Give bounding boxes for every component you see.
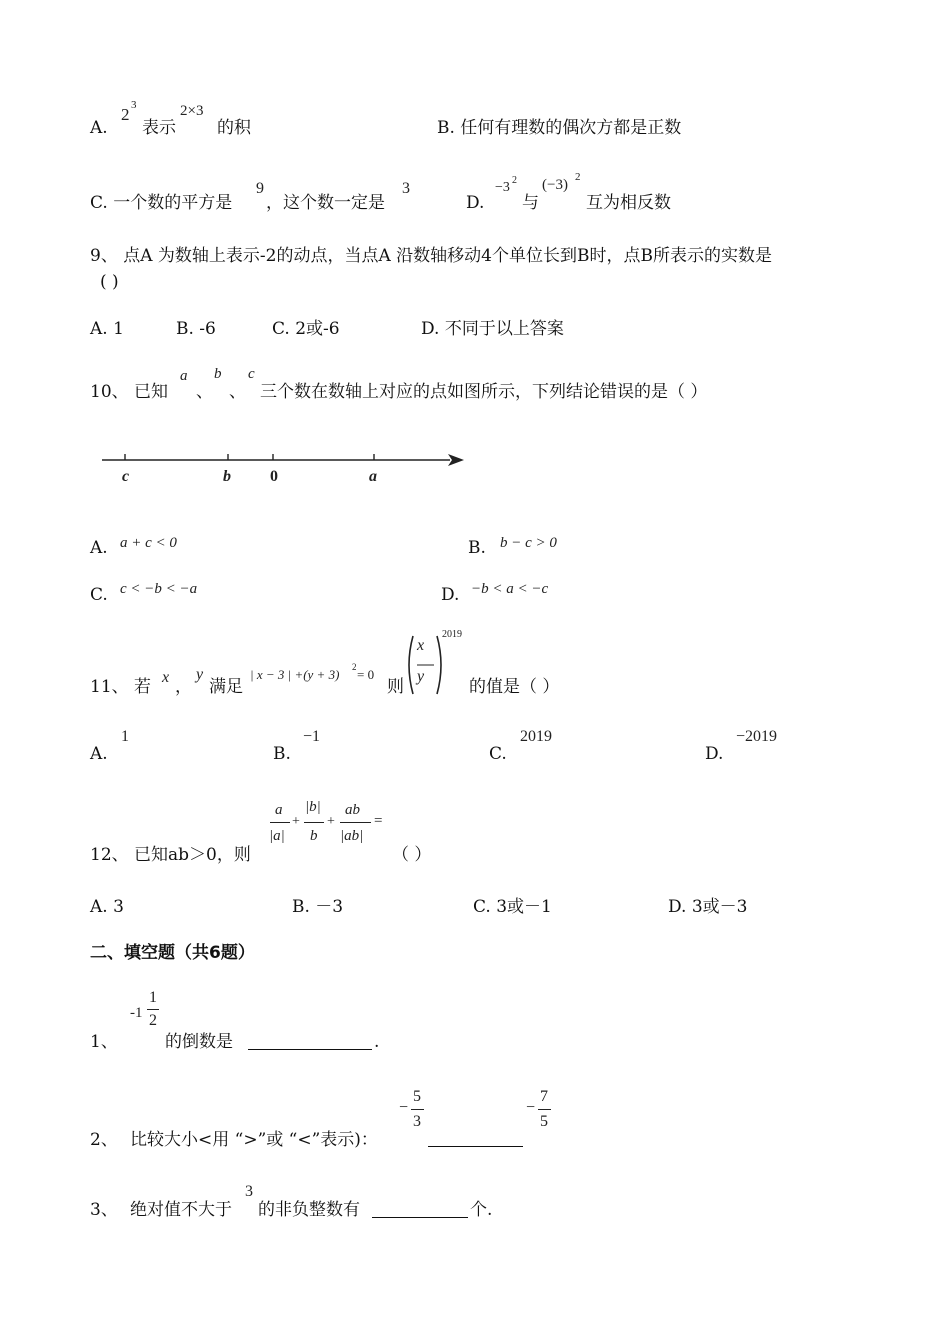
q8-option-c-text2: ，这个数一定是 xyxy=(266,193,385,213)
q12-frac1-den: |a| xyxy=(269,828,285,844)
q11-exponent: 2019 xyxy=(442,629,462,640)
q12-option-d: D. 3或－3 xyxy=(668,897,748,917)
q12-answer-paren: （ ） xyxy=(392,845,432,865)
q10-var-c: c xyxy=(248,366,255,382)
q11-frac-numerator: x xyxy=(417,637,425,654)
q8-option-a-text1: 表示 xyxy=(142,118,176,138)
q9-stem: 9、 点A 为数轴上表示-2的动点，当点A 沿数轴移动4个单位长到B时，点B所表示的实数是 xyxy=(90,246,772,266)
q12-frac3-den: |ab| xyxy=(340,828,364,844)
q10-stem-rest: 三个数在数轴上对应的点如图所示，下列结论错误的是（ ） xyxy=(260,382,708,402)
q12-frac2-den: b xyxy=(310,828,318,844)
axis-label-zero: 0 xyxy=(270,468,278,485)
q12-plus2: + xyxy=(327,814,335,829)
q8-option-a-power-base: 2 xyxy=(121,105,130,124)
q11-option-d-value: −2019 xyxy=(736,728,778,745)
fill1-tail: . xyxy=(374,1032,380,1052)
fill2-frac2-den: 5 xyxy=(540,1113,548,1130)
q12-frac3-num: ab xyxy=(345,802,360,818)
q8-option-c-num2: 3 xyxy=(402,180,410,197)
q10-sep2: 、 xyxy=(229,382,246,402)
q10-sep1: 、 xyxy=(196,382,213,402)
q8-option-d-expr2: (−3) xyxy=(542,177,568,193)
fill2-frac1-bar xyxy=(411,1109,424,1110)
q10-stem-number: 10、 已知 xyxy=(90,382,169,402)
q11-option-d-label: D. xyxy=(705,744,724,764)
fill2-frac1-den: 3 xyxy=(413,1113,421,1130)
q12-equals: = xyxy=(374,813,383,829)
q9-answer-paren: ( ) xyxy=(100,272,119,292)
q12-frac1-bar xyxy=(270,822,290,823)
fill3-number: 3、 xyxy=(90,1200,118,1220)
fill2-frac2-num: 7 xyxy=(540,1088,548,1105)
fill1-frac-num: 1 xyxy=(149,989,157,1006)
q12-frac2-bar xyxy=(304,822,324,823)
q10-option-c-label: C. xyxy=(90,585,108,605)
fill2-neg1: − xyxy=(399,1099,409,1116)
q8-option-c-text1: C. 一个数的平方是 xyxy=(90,193,233,213)
fill2-text: 比较大小<用 “>”或 “<”表示)： xyxy=(130,1130,378,1150)
q12-frac2-num: |b| xyxy=(305,799,321,815)
fill3-text1: 绝对值不大于 xyxy=(130,1200,232,1220)
number-line-arrow-icon xyxy=(448,454,464,466)
q9-option-d: D. 不同于以上答案 xyxy=(421,319,564,339)
q9-option-a: A. 1 xyxy=(90,319,124,339)
fill1-whole: -1 xyxy=(130,1005,143,1021)
q10-var-b: b xyxy=(214,366,222,382)
q11-frac-denominator: y xyxy=(417,668,425,685)
q11-option-c-value: 2019 xyxy=(520,728,552,745)
q12-frac1-num: a xyxy=(275,802,283,818)
q12-option-c: C. 3或－1 xyxy=(473,897,552,917)
fill1-frac-den: 2 xyxy=(149,1012,157,1029)
q8-option-a-power-exp: 3 xyxy=(131,99,137,111)
q11-text1: 满足 xyxy=(209,677,243,697)
q12-option-a: A. 3 xyxy=(90,897,124,917)
fill3-answer-blank[interactable] xyxy=(372,1217,468,1218)
fill2-neg2: − xyxy=(526,1099,536,1116)
axis-label-a: a xyxy=(369,468,377,485)
q11-var-y: y xyxy=(196,666,204,683)
q8-option-a-text2: 的积 xyxy=(217,118,251,138)
axis-label-c: c xyxy=(122,468,130,485)
fill1-text: 的倒数是 xyxy=(165,1032,233,1052)
q10-option-a: a + c < 0 xyxy=(120,535,177,551)
q12-frac3-bar xyxy=(340,822,371,823)
q8-option-a-expr: 2×3 xyxy=(180,103,204,119)
q11-option-c-label: C. xyxy=(489,744,507,764)
q11-big-parens xyxy=(404,634,446,696)
number-line-figure xyxy=(98,448,470,492)
q11-condition-exp: 2 xyxy=(352,662,357,672)
q8-option-c-num1: 9 xyxy=(256,180,264,197)
q8-option-d-expr2-exp: 2 xyxy=(575,171,581,183)
q10-option-b-label: B. xyxy=(468,538,486,558)
q10-option-d-label: D. xyxy=(441,585,460,605)
q11-then: 则 xyxy=(387,677,404,697)
q10-var-a: a xyxy=(180,368,188,384)
q11-stem-number: 11、 若 xyxy=(90,677,152,697)
fill2-number: 2、 xyxy=(90,1130,118,1150)
axis-label-b: b xyxy=(223,468,231,485)
q12-option-b: B. －3 xyxy=(292,897,344,917)
fill3-tail: 个. xyxy=(470,1200,493,1220)
q10-option-d: −b < a < −c xyxy=(471,581,549,597)
q11-option-b-label: B. xyxy=(273,744,291,764)
q8-option-d-text1: 与 xyxy=(522,193,539,213)
q8-option-d-label: D. xyxy=(466,193,485,213)
q11-condition-tail: = 0 xyxy=(357,667,375,682)
q11-option-b-value: −1 xyxy=(303,728,321,745)
q11-text2: 的值是（ ） xyxy=(469,677,560,697)
q8-option-a-label: A. xyxy=(90,118,108,138)
q8-option-d-text2: 互为相反数 xyxy=(586,193,671,213)
fill2-answer-blank[interactable] xyxy=(428,1146,523,1147)
fill2-frac1-num: 5 xyxy=(413,1088,421,1105)
q12-plus1: + xyxy=(292,814,300,829)
fill2-frac2-bar xyxy=(538,1109,551,1110)
q8-option-b: B. 任何有理数的偶次方都是正数 xyxy=(437,118,682,138)
q11-var-x: x xyxy=(162,669,170,686)
q8-option-d-expr1-exp: 2 xyxy=(512,175,517,186)
q10-option-a-label: A. xyxy=(90,538,108,558)
q11-comma: ， xyxy=(175,677,192,697)
q10-option-b: b − c > 0 xyxy=(500,535,557,551)
q8-option-d-expr1: −3 xyxy=(495,180,510,195)
q12-stem: 12、 已知ab＞0，则 xyxy=(90,845,251,865)
fill1-frac-bar xyxy=(147,1009,159,1010)
section-title-fill-in: 二、填空题（共6题） xyxy=(90,943,255,963)
fill3-text2: 的非负整数有 xyxy=(258,1200,360,1220)
q11-option-a-label: A. xyxy=(90,744,108,764)
fill1-answer-blank[interactable] xyxy=(248,1049,372,1050)
fill1-number: 1、 xyxy=(90,1032,118,1052)
q10-option-c: c < −b < −a xyxy=(120,581,198,597)
fill3-value: 3 xyxy=(245,1183,253,1200)
q11-condition: | x − 3 | +(y + 3) xyxy=(250,667,340,682)
q9-option-b: B. -6 xyxy=(176,319,216,339)
q9-option-c: C. 2或-6 xyxy=(272,319,340,339)
q11-option-a-value: 1 xyxy=(121,728,129,745)
